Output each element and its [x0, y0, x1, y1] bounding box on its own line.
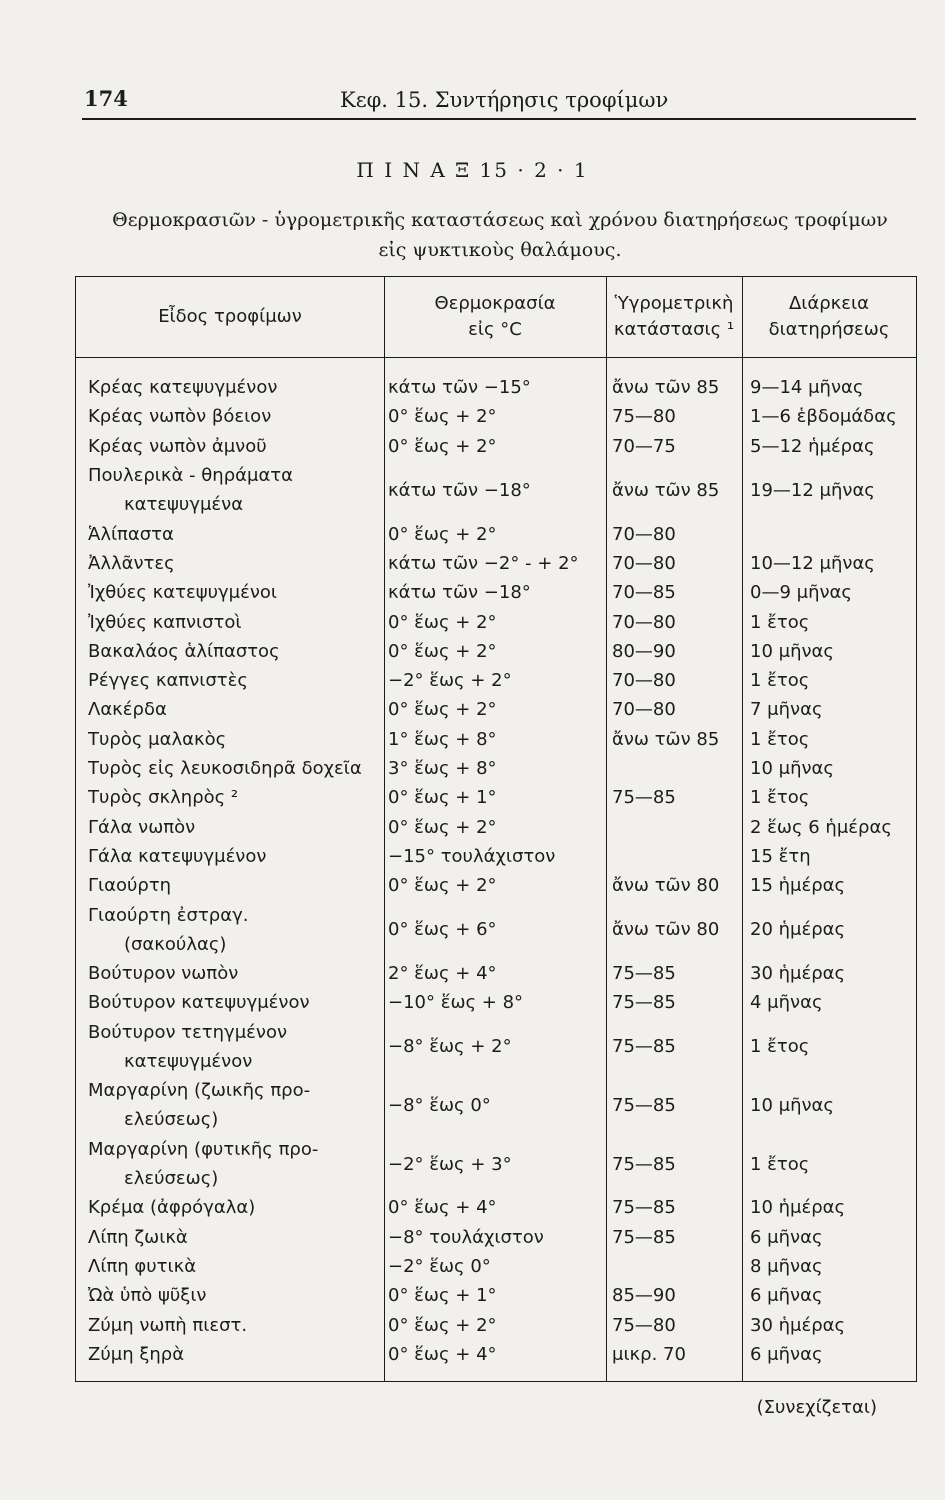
duration-cell: 15 ἔτη [750, 845, 811, 867]
temperature-cell: 2° ἕως + 4° [388, 963, 497, 985]
duration-cell: 1 ἔτος [750, 611, 810, 633]
duration-cell: 6 μῆνας [750, 1285, 823, 1307]
food-name-continuation: κατεψυγμένον [124, 1050, 253, 1072]
food-name-cell [88, 1076, 384, 1135]
food-name-cell [88, 666, 384, 695]
table-row [76, 1311, 916, 1340]
food-name: Βακαλάος ἁλίπαστος [88, 640, 280, 662]
food-name-cell [88, 725, 384, 754]
table-row [76, 432, 916, 461]
food-name-cell [88, 695, 384, 724]
duration-cell [750, 519, 916, 548]
temperature-cell: 0° ἕως + 2° [388, 611, 497, 633]
humidity-cell [612, 754, 742, 783]
table-row [76, 461, 916, 520]
duration-cell: 10 μῆνας [750, 1094, 834, 1116]
food-name: Γάλα νωπὸν [88, 816, 196, 838]
food-name-cell [88, 754, 384, 783]
humidity-cell: 75—80 [612, 1314, 676, 1336]
page-number: 174 [84, 86, 128, 111]
humidity-cell: 75—80 [612, 406, 676, 428]
temperature-cell: 0° ἕως + 2° [388, 435, 497, 457]
humidity-cell: 75—85 [612, 1197, 676, 1219]
humidity-cell: ἄνω τῶν 85 [612, 377, 720, 399]
duration-cell: 2 ἕως 6 ἡμέρας [750, 816, 892, 838]
food-name: Βούτυρον κατεψυγμένον [88, 992, 310, 1014]
food-name: Ρέγγες καπνιστὲς [88, 670, 248, 692]
food-name: Ἀλλᾶντες [88, 552, 175, 574]
temperature-cell: 1° ἕως + 8° [388, 728, 497, 750]
food-name-cell [88, 637, 384, 666]
table-caption [70, 205, 930, 265]
table-row [76, 725, 916, 754]
temperature-cell: −8° ἕως 0° [388, 1094, 491, 1116]
food-name-cell [88, 900, 384, 959]
food-name-cell [88, 432, 384, 461]
food-name-cell [88, 1311, 384, 1340]
table-row [76, 1135, 916, 1194]
food-name-cell [88, 1135, 384, 1194]
food-name-cell [88, 842, 384, 871]
food-name: Γάλα κατεψυγμένον [88, 845, 267, 867]
humidity-cell: 75—85 [612, 1094, 676, 1116]
food-name-cell [88, 1223, 384, 1252]
humidity-cell: 70—80 [612, 699, 676, 721]
temperature-cell: 0° ἕως + 2° [388, 523, 497, 545]
duration-cell: 10 ἡμέρας [750, 1197, 846, 1219]
food-name-cell [88, 1193, 384, 1222]
temperature-cell: κάτω τῶν −2° - + 2° [388, 552, 579, 574]
food-name: Κρέας νωπὸν βόειον [88, 406, 272, 428]
duration-cell: 5—12 ἡμέρας [750, 435, 875, 457]
temperature-cell: 0° ἕως + 2° [388, 816, 497, 838]
humidity-cell: 70—80 [612, 670, 676, 692]
temperature-cell: 0° ἕως + 2° [388, 875, 497, 897]
table-row [76, 695, 916, 724]
food-name-continuation: ελεύσεως) [124, 1109, 219, 1131]
caption-line-1: Θερμοκρασιῶν - ὑγρομετρικῆς καταστάσεως καὶ χρόνου διατηρήσεως τροφίμων [112, 209, 888, 231]
food-name-cell [88, 373, 384, 402]
temperature-cell: 3° ἕως + 8° [388, 758, 497, 779]
temperature-cell: 0° ἕως + 2° [388, 406, 497, 428]
temperature-cell: 0° ἕως + 6° [388, 919, 497, 941]
food-name: Λακέρδα [88, 699, 167, 721]
temperature-cell: κάτω τῶν −18° [388, 582, 531, 604]
duration-cell: 9—14 μῆνας [750, 377, 864, 399]
table-row [76, 812, 916, 841]
food-name: Ζύμη νωπὴ πιεστ. [88, 1314, 248, 1336]
food-name-cell [88, 871, 384, 900]
continued-note: (Συνεχίζεται) [756, 1397, 877, 1418]
temperature-cell: −8° ἕως + 2° [388, 1036, 512, 1058]
duration-cell: 19—12 μῆνας [750, 479, 875, 501]
temperature-cell: −2° ἕως 0° [388, 1256, 491, 1278]
table-body [76, 373, 916, 1369]
duration-cell: 20 ἡμέρας [750, 919, 846, 941]
food-name: Κρέας νωπὸν ἀμνοῦ [88, 435, 267, 457]
temperature-cell: −10° ἕως + 8° [388, 992, 524, 1014]
temperature-cell: 0° ἕως + 2° [388, 699, 497, 721]
temperature-cell: 0° ἕως + 4° [388, 1343, 497, 1365]
temperature-cell: 0° ἕως + 1° [388, 787, 497, 809]
food-name: Μαργαρίνη (φυτικῆς προ- [88, 1139, 319, 1161]
table-row [76, 1018, 916, 1077]
table-row [76, 1252, 916, 1281]
food-name-continuation: κατεψυγμένα [124, 494, 244, 516]
table-row [76, 842, 916, 871]
food-name-cell [88, 578, 384, 607]
duration-cell: 6 μῆνας [750, 1226, 823, 1248]
column-header-temperature: Θερμοκρασία εἰς °C [434, 293, 556, 340]
duration-cell: 7 μῆνας [750, 699, 823, 721]
duration-cell: 0—9 μῆνας [750, 582, 852, 604]
duration-cell: 1—6 ἑβδομάδας [750, 406, 897, 428]
food-name-cell [88, 402, 384, 431]
caption-line-2: εἰς ψυκτικοὺς θαλάμους. [378, 239, 622, 261]
temperature-cell: −8° τουλάχιστον [388, 1226, 544, 1248]
temperature-cell: 0° ἕως + 1° [388, 1285, 497, 1307]
food-name-continuation: (σακούλας) [124, 933, 227, 955]
food-name-cell [88, 519, 384, 548]
temperature-cell: 0° ἕως + 4° [388, 1197, 497, 1219]
food-name: Κρέας κατεψυγμένον [88, 377, 278, 399]
food-name-cell [88, 1340, 384, 1369]
duration-cell: 30 ἡμέρας [750, 963, 846, 985]
duration-cell: 30 ἡμέρας [750, 1314, 846, 1336]
food-name-cell [88, 549, 384, 578]
temperature-cell: κάτω τῶν −18° [388, 479, 531, 501]
data-table [75, 276, 917, 1382]
food-name: Ὠὰ ὑπὸ ψῦξιν [88, 1285, 207, 1307]
duration-cell: 1 ἔτος [750, 670, 810, 692]
humidity-cell: 70—85 [612, 582, 676, 604]
humidity-cell: 75—85 [612, 787, 676, 809]
food-name-cell [88, 812, 384, 841]
table-row [76, 637, 916, 666]
table-row [76, 607, 916, 636]
temperature-cell: 0° ἕως + 2° [388, 1314, 497, 1336]
food-name: Βούτυρον τετηγμένον [88, 1021, 288, 1043]
food-name: Λίπη φυτικὰ [88, 1256, 197, 1278]
food-name-cell [88, 783, 384, 812]
column-header-humidity: Ὑγρομετρικὴ κατάστασις ¹ [613, 293, 735, 340]
table-row [76, 754, 916, 783]
humidity-cell: ἄνω τῶν 80 [612, 875, 720, 897]
table-row [76, 549, 916, 578]
food-name: Τυρὸς μαλακὸς [88, 728, 227, 750]
table-row [76, 871, 916, 900]
header-divider [76, 357, 916, 358]
duration-cell: 1 ἔτος [750, 728, 810, 750]
humidity-cell [612, 842, 742, 871]
food-name: Κρέμα (ἀφρόγαλα) [88, 1197, 256, 1219]
food-name-cell [88, 959, 384, 988]
humidity-cell: 75—85 [612, 992, 676, 1014]
humidity-cell: 80—90 [612, 640, 676, 662]
duration-cell: 1 ἔτος [750, 1036, 810, 1058]
duration-cell: 10—12 μῆνας [750, 552, 875, 574]
table-row [76, 1193, 916, 1222]
food-name-cell [88, 461, 384, 520]
temperature-cell: 0° ἕως + 2° [388, 640, 497, 662]
temperature-cell: −2° ἕως + 3° [388, 1153, 512, 1175]
food-name: Λίπη ζωικὰ [88, 1226, 188, 1248]
duration-cell: 15 ἡμέρας [750, 875, 846, 897]
humidity-cell: 85—90 [612, 1285, 676, 1307]
duration-cell: 10 μῆνας [750, 758, 834, 779]
duration-cell: 6 μῆνας [750, 1343, 823, 1365]
food-name-cell [88, 1018, 384, 1077]
column-header-duration: Διάρκεια διατηρήσεως [768, 293, 890, 340]
humidity-cell: 75—85 [612, 1153, 676, 1175]
column-header-food: Εἶδος τροφίμων [158, 306, 302, 327]
food-name: Ἰχθύες κατεψυγμένοι [88, 582, 277, 604]
humidity-cell: ἄνω τῶν 85 [612, 479, 720, 501]
food-name: Ἰχθύες καπνιστοὶ [88, 611, 242, 633]
table-number: Π Ι Ν Α Ξ 15 · 2 · 1 [356, 158, 589, 182]
temperature-cell: −2° ἕως + 2° [388, 670, 512, 692]
food-name: Τυρὸς σκληρὸς ² [88, 787, 239, 809]
table-row [76, 402, 916, 431]
food-name-cell [88, 1252, 384, 1281]
humidity-cell: 70—80 [612, 523, 676, 545]
food-name-cell [88, 607, 384, 636]
food-name: Μαργαρίνη (ζωικῆς προ- [88, 1080, 311, 1102]
duration-cell: 10 μῆνας [750, 640, 834, 662]
duration-cell: 1 ἔτος [750, 787, 810, 809]
food-name: Γιαούρτη [88, 875, 172, 897]
table-row [76, 578, 916, 607]
table-row [76, 1076, 916, 1135]
running-head: Κεφ. 15. Συντήρησις τροφίμων [340, 88, 669, 112]
food-name-cell [88, 988, 384, 1017]
humidity-cell: 70—75 [612, 435, 676, 457]
food-name: Τυρὸς εἰς λευκοσιδηρᾶ δοχεῖα [88, 758, 362, 779]
humidity-cell [612, 1252, 742, 1281]
humidity-cell: 75—85 [612, 1226, 676, 1248]
food-name: Ζύμη ξηρὰ [88, 1343, 185, 1365]
food-name: Βούτυρον νωπὸν [88, 963, 239, 985]
humidity-cell: 70—80 [612, 552, 676, 574]
humidity-cell: ἄνω τῶν 80 [612, 919, 720, 941]
humidity-cell: 70—80 [612, 611, 676, 633]
food-name-continuation: ελεύσεως) [124, 1168, 219, 1190]
humidity-cell: μικρ. 70 [612, 1343, 686, 1365]
food-name-cell [88, 1281, 384, 1310]
table-row [76, 988, 916, 1017]
table-row [76, 666, 916, 695]
table-row [76, 373, 916, 402]
humidity-cell [612, 812, 742, 841]
humidity-cell: 75—85 [612, 1036, 676, 1058]
table-row [76, 1340, 916, 1369]
humidity-cell: ἄνω τῶν 85 [612, 728, 720, 750]
header-rule [82, 118, 916, 120]
temperature-cell: κάτω τῶν −15° [388, 377, 531, 399]
table-row [76, 959, 916, 988]
table-row [76, 519, 916, 548]
duration-cell: 1 ἔτος [750, 1153, 810, 1175]
food-name: Πουλερικὰ - θηράματα [88, 465, 294, 487]
table-row [76, 1223, 916, 1252]
food-name: Ἁλίπαστα [88, 523, 174, 545]
table-row [76, 783, 916, 812]
table-row [76, 900, 916, 959]
table-row [76, 1281, 916, 1310]
temperature-cell: −15° τουλάχιστον [388, 845, 556, 867]
humidity-cell: 75—85 [612, 963, 676, 985]
food-name: Γιαούρτη ἐστραγ. [88, 904, 249, 926]
duration-cell: 8 μῆνας [750, 1256, 823, 1278]
duration-cell: 4 μῆνας [750, 992, 823, 1014]
